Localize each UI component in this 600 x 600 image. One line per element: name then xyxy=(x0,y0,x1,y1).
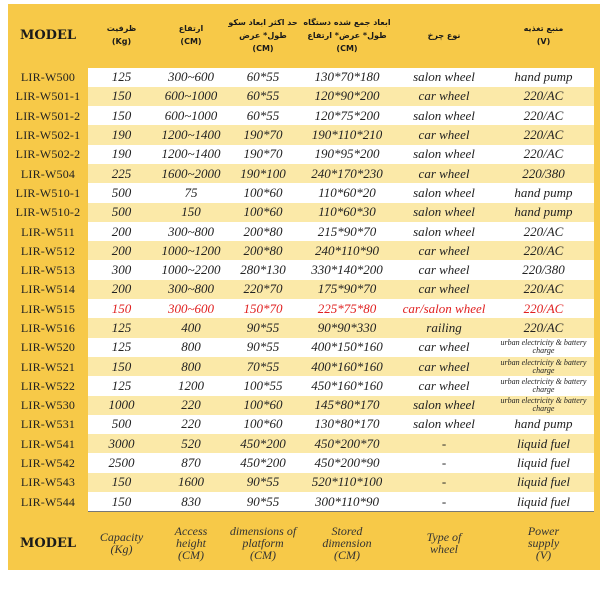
height-cell: 220 xyxy=(181,397,201,413)
capacity-cell: 190 xyxy=(111,127,132,143)
power-cell: liquid fuel xyxy=(516,474,571,490)
platform-cell: 90*55 xyxy=(246,493,280,509)
capacity-cell: 150 xyxy=(111,88,132,104)
platform-cell: 450*200 xyxy=(240,435,286,451)
stored-cell: 145*80*170 xyxy=(314,397,380,413)
header-stored: ابعاد جمع شده دستگاه طول* عرض* ارتفاع (CM) xyxy=(303,17,391,53)
power-cell: 220/380 xyxy=(522,165,565,181)
wheel-cell: car wheel xyxy=(418,127,470,143)
platform-cell: 60*55 xyxy=(246,88,280,104)
footer-wheel: Type of wheel xyxy=(426,530,462,556)
capacity-cell: 2500 xyxy=(108,455,135,471)
table-row xyxy=(8,300,600,319)
wheel-cell: car wheel xyxy=(418,377,470,393)
model-cell: LIR-W501-1 xyxy=(15,89,81,104)
stored-cell: 450*200*90 xyxy=(314,455,380,471)
model-cell: LIR-W522 xyxy=(20,378,76,393)
table-row xyxy=(8,338,600,357)
power-cell: 220/AC xyxy=(523,223,564,239)
height-cell: 300~600 xyxy=(167,69,215,85)
height-cell: 1200 xyxy=(178,377,204,393)
wheel-cell: - xyxy=(441,455,447,471)
table-row xyxy=(8,68,600,87)
height-cell: 1600 xyxy=(178,474,204,490)
stored-cell: 110*60*20 xyxy=(318,184,376,200)
platform-cell: 200*80 xyxy=(243,242,283,258)
wheel-cell: car wheel xyxy=(418,165,470,181)
platform-cell: 100*60 xyxy=(243,397,283,413)
platform-cell: 100*55 xyxy=(243,377,283,393)
wheel-cell: salon wheel xyxy=(413,204,475,220)
stored-cell: 120*75*200 xyxy=(314,107,380,123)
row-values xyxy=(88,164,594,184)
footer-height: Access height (CM) xyxy=(174,524,208,562)
platform-cell: 190*70 xyxy=(243,146,283,162)
height-cell: 300~600 xyxy=(167,300,215,316)
platform-cell: 90*55 xyxy=(246,320,280,335)
table-body xyxy=(8,68,600,512)
model-cell: LIR-W504 xyxy=(20,166,76,181)
wheel-cell: salon wheel xyxy=(413,146,475,162)
platform-cell: 90*55 xyxy=(246,474,280,490)
power-cell: 220/AC xyxy=(523,146,564,162)
platform-cell: 200*80 xyxy=(243,223,283,239)
model-cell: LIR-W541 xyxy=(20,436,76,451)
table-row xyxy=(8,493,600,512)
platform-cell: 100*60 xyxy=(243,184,283,200)
model-cell: LIR-W544 xyxy=(20,494,76,509)
header-row xyxy=(8,4,600,66)
stored-cell: 450*200*70 xyxy=(314,435,380,451)
wheel-cell: car wheel xyxy=(418,281,470,297)
stored-cell: 225*75*80 xyxy=(317,300,377,316)
header-wheel: نوع چرخ xyxy=(427,30,461,40)
power-cell: 220/380 xyxy=(522,262,565,278)
power-cell: liquid fuel xyxy=(516,493,571,509)
height-cell: 600~1000 xyxy=(164,107,218,123)
power-cell: 220/AC xyxy=(523,127,564,143)
capacity-cell: 200 xyxy=(111,281,132,297)
wheel-cell: salon wheel xyxy=(413,223,475,239)
row-values xyxy=(88,299,594,319)
stored-cell: 175*90*70 xyxy=(317,281,377,297)
footer-platform: dimensions of platform (CM) xyxy=(229,524,297,562)
power-cell: 220/AC xyxy=(523,281,564,297)
height-cell: 830 xyxy=(181,493,201,509)
platform-cell: 450*200 xyxy=(240,455,286,471)
row-values xyxy=(88,68,594,88)
table-row xyxy=(8,126,600,145)
capacity-cell: 125 xyxy=(111,339,132,355)
row-values xyxy=(88,396,594,416)
model-cell: LIR-W543 xyxy=(20,475,76,490)
wheel-cell: salon wheel xyxy=(413,416,475,432)
capacity-cell: 200 xyxy=(111,223,132,239)
table-row xyxy=(8,145,600,164)
table-row xyxy=(8,357,600,376)
table-row xyxy=(8,280,600,299)
footer-stored: Stored dimension (CM) xyxy=(322,524,372,562)
model-cell: LIR-W501-2 xyxy=(15,108,81,123)
capacity-cell: 3000 xyxy=(108,435,135,451)
wheel-cell: salon wheel xyxy=(413,69,475,85)
model-cell: LIR-W510-1 xyxy=(15,185,81,200)
platform-cell: 100*60 xyxy=(243,204,283,220)
capacity-cell: 190 xyxy=(111,146,132,162)
power-cell: hand pump xyxy=(514,204,573,220)
row-values xyxy=(88,260,594,280)
stored-cell: 450*160*160 xyxy=(311,377,383,393)
stored-cell: 300*110*90 xyxy=(314,493,380,509)
height-cell: 220 xyxy=(181,416,201,432)
spec-table xyxy=(8,4,600,570)
capacity-cell: 150 xyxy=(111,493,132,509)
row-values xyxy=(88,434,594,454)
table-row xyxy=(8,377,600,396)
stored-cell: 400*160*160 xyxy=(311,358,383,374)
header-capacity: ظرفیت (Kg) xyxy=(106,24,137,46)
stored-cell: 90*90*330 xyxy=(317,320,377,335)
header-model-label: MODEL xyxy=(19,27,77,43)
stored-cell: 330*140*200 xyxy=(311,262,383,278)
table-row xyxy=(8,473,600,492)
platform-cell: 60*55 xyxy=(246,69,280,85)
capacity-cell: 200 xyxy=(111,242,132,258)
height-cell: 1200~1400 xyxy=(161,127,221,143)
capacity-cell: 150 xyxy=(111,300,132,316)
power-cell: urban electricity & battery charge xyxy=(500,357,587,375)
model-cell: LIR-W542 xyxy=(20,456,76,471)
row-values xyxy=(88,415,594,435)
table-row xyxy=(8,87,600,106)
model-cell: LIR-W512 xyxy=(20,243,76,258)
height-cell: 1000~2200 xyxy=(161,262,221,278)
height-cell: 150 xyxy=(181,204,201,220)
wheel-cell: car wheel xyxy=(418,262,470,278)
row-values xyxy=(88,106,594,126)
footer-model-label: MODEL xyxy=(19,535,77,551)
capacity-cell: 300 xyxy=(111,262,132,278)
power-cell: 220/AC xyxy=(523,107,564,123)
footer-row xyxy=(8,516,600,570)
height-cell: 1000~1200 xyxy=(161,242,221,258)
stored-cell: 120*90*200 xyxy=(314,88,380,104)
stored-cell: 240*170*230 xyxy=(311,165,383,181)
wheel-cell: car wheel xyxy=(418,358,470,374)
power-cell: urban electricity & battery charge xyxy=(500,396,587,414)
height-cell: 870 xyxy=(181,455,201,471)
row-values xyxy=(88,376,594,396)
power-cell: 220/AC xyxy=(523,320,564,335)
height-cell: 520 xyxy=(181,435,201,451)
platform-cell: 190*70 xyxy=(243,127,283,143)
power-cell: urban electricity & battery charge xyxy=(500,376,587,394)
stored-cell: 520*110*100 xyxy=(311,474,383,490)
table-row xyxy=(8,435,600,454)
row-values xyxy=(88,318,594,338)
row-values xyxy=(88,125,594,145)
power-cell: liquid fuel xyxy=(516,455,571,471)
row-values xyxy=(88,241,594,261)
capacity-cell: 150 xyxy=(111,358,132,374)
model-cell: LIR-W502-2 xyxy=(15,147,81,162)
row-values xyxy=(88,492,594,512)
footer-capacity: Capacity (Kg) xyxy=(99,530,144,556)
platform-cell: 90*55 xyxy=(246,339,280,355)
platform-cell: 150*70 xyxy=(243,300,283,316)
capacity-cell: 125 xyxy=(111,377,132,393)
model-cell: LIR-W516 xyxy=(20,321,76,335)
power-cell: 220/AC xyxy=(523,300,564,316)
height-cell: 300~800 xyxy=(167,281,215,297)
height-cell: 600~1000 xyxy=(164,88,218,104)
power-cell: hand pump xyxy=(514,416,573,432)
capacity-cell: 150 xyxy=(111,107,132,123)
height-cell: 400 xyxy=(181,320,201,335)
table-row xyxy=(8,242,600,261)
table-row xyxy=(8,261,600,280)
row-values xyxy=(88,453,594,473)
capacity-cell: 1000 xyxy=(108,397,135,413)
power-cell: urban electricity & battery charge xyxy=(500,338,587,356)
model-cell: LIR-W531 xyxy=(20,417,76,432)
row-values xyxy=(88,222,594,242)
stored-cell: 400*150*160 xyxy=(311,339,383,355)
wheel-cell: railing xyxy=(426,320,462,335)
power-cell: hand pump xyxy=(514,69,573,85)
height-cell: 800 xyxy=(181,339,201,355)
model-cell: LIR-W520 xyxy=(20,340,76,355)
row-values xyxy=(88,203,594,223)
height-cell: 1200~1400 xyxy=(161,146,221,162)
row-values xyxy=(88,183,594,203)
table-row xyxy=(8,184,600,203)
height-cell: 800 xyxy=(181,358,201,374)
header-platform: حد اکثر ابعاد سکو طول* عرض (CM) xyxy=(228,17,298,53)
row-values xyxy=(88,145,594,165)
wheel-cell: salon wheel xyxy=(413,397,475,413)
platform-cell: 280*130 xyxy=(240,262,286,278)
capacity-cell: 125 xyxy=(111,320,132,335)
table-row xyxy=(8,319,600,338)
model-cell: LIR-W511 xyxy=(21,224,75,239)
wheel-cell: car wheel xyxy=(418,339,470,355)
stored-cell: 110*60*30 xyxy=(318,204,376,220)
row-values xyxy=(88,280,594,300)
platform-cell: 70*55 xyxy=(246,358,280,374)
model-cell: LIR-W521 xyxy=(20,359,76,374)
height-cell: 300~800 xyxy=(167,223,215,239)
capacity-cell: 225 xyxy=(111,165,132,181)
row-values xyxy=(88,87,594,107)
wheel-cell: - xyxy=(441,435,447,451)
wheel-cell: salon wheel xyxy=(413,184,475,200)
stored-cell: 190*95*200 xyxy=(314,146,380,162)
wheel-cell: car wheel xyxy=(418,88,470,104)
power-cell: 220/AC xyxy=(523,88,564,104)
stored-cell: 215*90*70 xyxy=(317,223,377,239)
platform-cell: 190*100 xyxy=(240,165,286,181)
wheel-cell: - xyxy=(441,474,447,490)
table-row xyxy=(8,107,600,126)
stored-cell: 240*110*90 xyxy=(314,242,380,258)
capacity-cell: 500 xyxy=(111,416,132,432)
platform-cell: 220*70 xyxy=(243,281,283,297)
wheel-cell: - xyxy=(441,493,447,509)
platform-cell: 100*60 xyxy=(243,416,283,432)
wheel-cell: salon wheel xyxy=(413,107,475,123)
power-cell: 220/AC xyxy=(523,242,564,258)
stored-cell: 130*70*180 xyxy=(314,69,380,85)
footer-power: Power supply (V) xyxy=(527,524,560,562)
capacity-cell: 500 xyxy=(111,204,132,220)
table-row xyxy=(8,454,600,473)
stored-cell: 190*110*210 xyxy=(311,127,383,143)
model-cell: LIR-W510-2 xyxy=(15,205,81,220)
capacity-cell: 150 xyxy=(111,474,132,490)
model-cell: LIR-W500 xyxy=(20,70,76,85)
power-cell: liquid fuel xyxy=(516,435,571,451)
model-cell: LIR-W513 xyxy=(20,263,76,278)
wheel-cell: car wheel xyxy=(418,242,470,258)
capacity-cell: 500 xyxy=(111,184,132,200)
height-cell: 1600~2000 xyxy=(161,165,221,181)
wheel-cell: car/salon wheel xyxy=(402,300,486,316)
stored-cell: 130*80*170 xyxy=(314,416,380,432)
row-values xyxy=(88,338,594,358)
capacity-cell: 125 xyxy=(111,69,132,85)
table-row xyxy=(8,415,600,434)
header-power: منبع تغذیه (V) xyxy=(523,24,564,46)
height-cell: 75 xyxy=(184,184,198,200)
table-row xyxy=(8,396,600,415)
row-values xyxy=(88,357,594,377)
header-height: ارتفاع (CM) xyxy=(178,24,204,46)
table-row xyxy=(8,203,600,222)
table-row xyxy=(8,164,600,183)
model-cell: LIR-W514 xyxy=(20,282,76,297)
table-row xyxy=(8,222,600,241)
power-cell: hand pump xyxy=(514,184,573,200)
model-cell: LIR-W502-1 xyxy=(15,128,81,143)
platform-cell: 60*55 xyxy=(246,107,280,123)
row-values xyxy=(88,473,594,493)
model-cell: LIR-W515 xyxy=(20,301,76,316)
model-cell: LIR-W530 xyxy=(20,398,76,413)
